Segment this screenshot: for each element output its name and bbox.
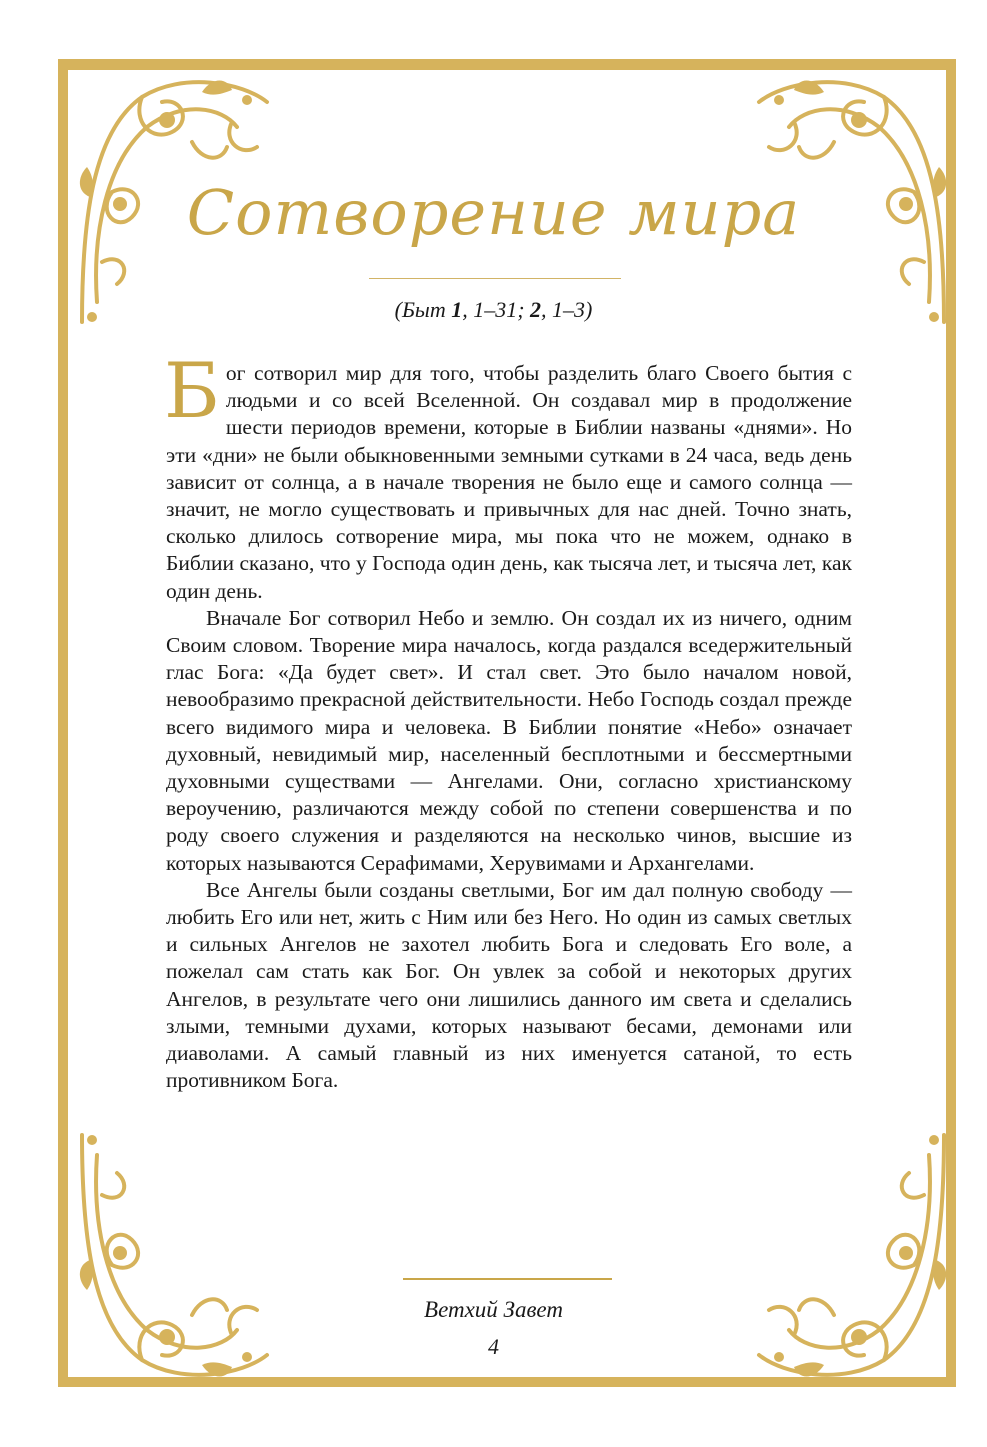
reference-verses-1: , 1–31; [462, 297, 531, 322]
reference-verses-2: , 1–3) [541, 297, 593, 322]
footer-section-title: Ветхий Завет [424, 1297, 563, 1322]
reference-chapter-2: 2 [530, 297, 542, 322]
paragraph-1 [164, 346, 852, 605]
drop-cap: Б [164, 346, 220, 435]
scripture-reference [0, 297, 987, 323]
body-text [164, 346, 852, 1094]
paragraph-1-text: ог сотворил мир для того, чтобы разделить благо Своего бытия с людьми и со всей Вселенной. Он создавал мир в продолжение шести периодов времени, которые в Библии названы «днями». Но эти «дни» не были обыкновенными земными сутками в 24 часа, ведь день зависит от солнца, а в начале творения не было еще и самого солнца — значит, не могло существовать и привычных для нас дней. Точно знать, сколько длилось сотворение мира, мы пока что не можем, однако в Библии сказано, что у Господа один день, как тысяча лет, и тысяча лет, как один день. [166, 361, 852, 603]
page-number: 4 [488, 1334, 499, 1359]
paragraph-3: Все Ангелы были созданы светлыми, Бог им дал полную свободу — любить Его или нет, жить с Ним или без Него. Но один из самых светлых и сильных Ангелов не захотел любить Бога и следовать Его воле, а пожелал сам стать как Бог. Он увлек за собой и некоторых других Ангелов, в результате чего они лишились данного им света и сделались злыми, темными духами, которых называют бесами, демонами или диаволами. А самый главный из них именуется сатаной, то есть противником Бога. [166, 877, 852, 1093]
reference-chapter-1: 1 [451, 297, 463, 322]
title-divider [369, 278, 621, 279]
page-title: Сотворение мира [186, 176, 801, 249]
reference-prefix: (Быт [394, 297, 452, 322]
paragraph-2: Вначале Бог сотворил Небо и землю. Он создал их из ничего, одним Своим словом. Творение мира началось, когда раздался вседержительный глас Бога: «Да будет свет». И стал свет. Это было началом новой, невообразимо прекрасной действительности. Небо Господь создал прежде всего видимого мира и человека. В Библии понятие «Небо» означает духовный, невидимый мир, населенный бесплотными и бессмертными духовными существами — Ангелами. Они, согласно христианскому вероучению, различаются между собой по степени совершенства и по роду своего служения и разделяются на несколько чинов, высшие из которых называются Серафимами, Херувимами и Архангелами. [166, 605, 852, 875]
footer-divider [403, 1278, 612, 1280]
